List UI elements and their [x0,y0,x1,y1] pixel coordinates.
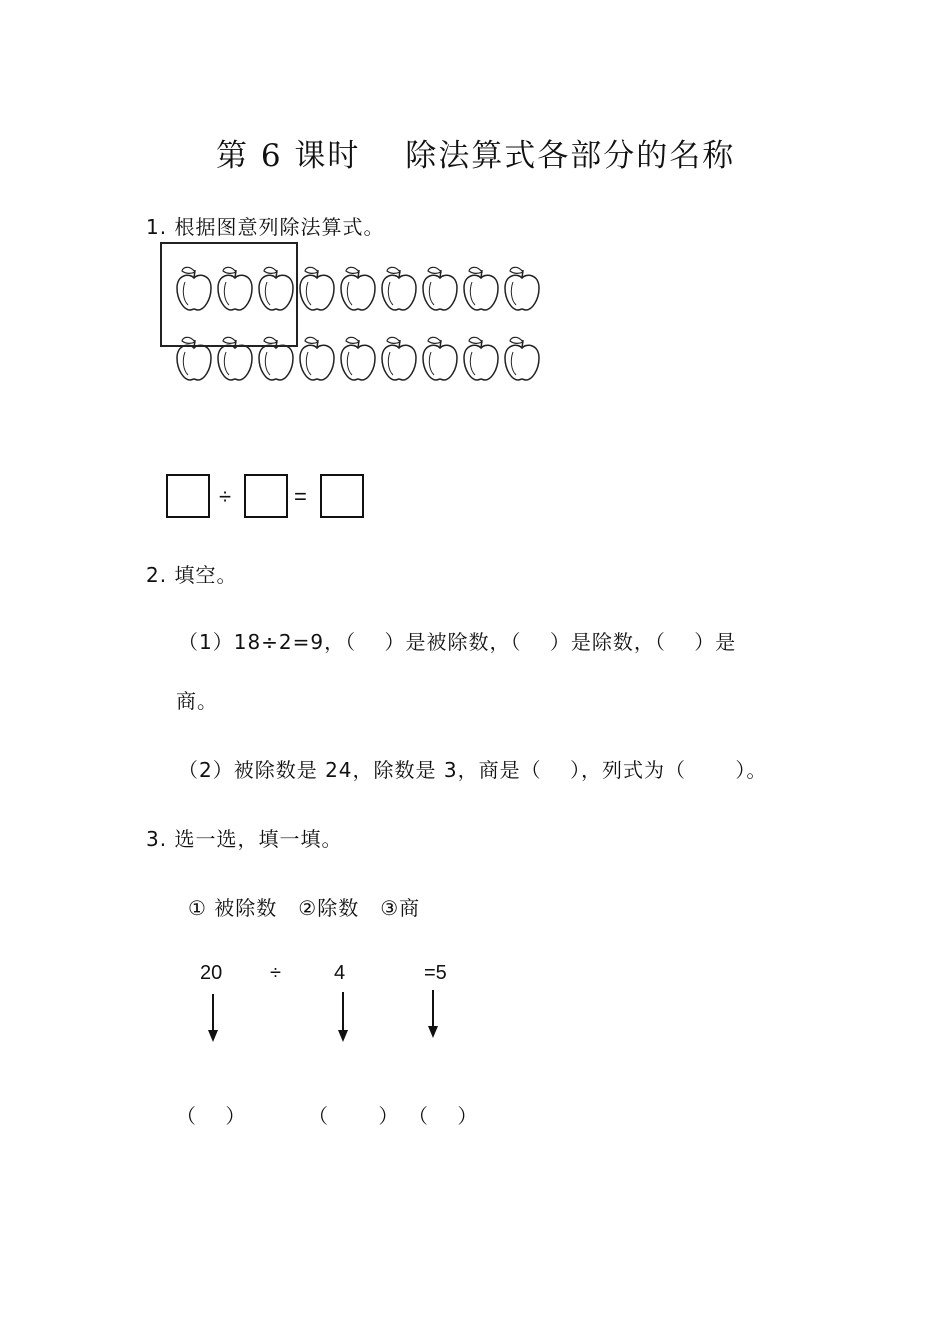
dividend-answer-box[interactable] [166,474,210,518]
apple-icon [423,267,457,310]
apple-icon [341,337,375,380]
group-outline-box [160,242,298,347]
question-3-prompt: 3. 选一选，填一填。 [146,827,343,851]
dividend-value: 20 [200,962,223,984]
apple-icon [300,267,334,310]
answer-blank-dividend[interactable]: （ ） [176,1104,247,1128]
quotient-answer-box[interactable] [320,474,364,518]
apple-icon [423,337,457,380]
apple-icon [464,267,498,310]
apple-icon [341,267,375,310]
answer-blank-divisor[interactable]: （ ） [308,1104,400,1128]
apple-icon [300,337,334,380]
division-sign: ÷ [219,484,232,509]
divisor-answer-box[interactable] [244,474,288,518]
answer-blank-quotient[interactable]: （ ） [408,1104,479,1128]
division-sign: ÷ [270,962,281,984]
page-title: 第 6 课时 除法算式各部分的名称 [216,138,736,174]
apple-icon [382,337,416,380]
question-2-part-1-continued: 商。 [176,689,218,713]
apple-icon [382,267,416,310]
apple-icon [505,337,539,380]
question-1-prompt: 1. 根据图意列除法算式。 [146,215,385,239]
divisor-value: 4 [334,962,346,984]
apple-icon [505,267,539,310]
question-2-part-1: （1）18÷2=9，（ ）是被除数，（ ）是除数，（ ）是 [178,630,737,654]
question-3-options: ① 被除数 ②除数 ③商 [188,896,421,920]
apple-picture [160,242,560,392]
question-2-part-2: （2）被除数是 24，除数是 3，商是（ ），列式为（ ）。 [178,758,768,782]
apple-icon [464,337,498,380]
question-2-prompt: 2. 填空。 [146,563,238,587]
equals-sign: = [294,484,307,509]
result-value: =5 [424,962,447,984]
